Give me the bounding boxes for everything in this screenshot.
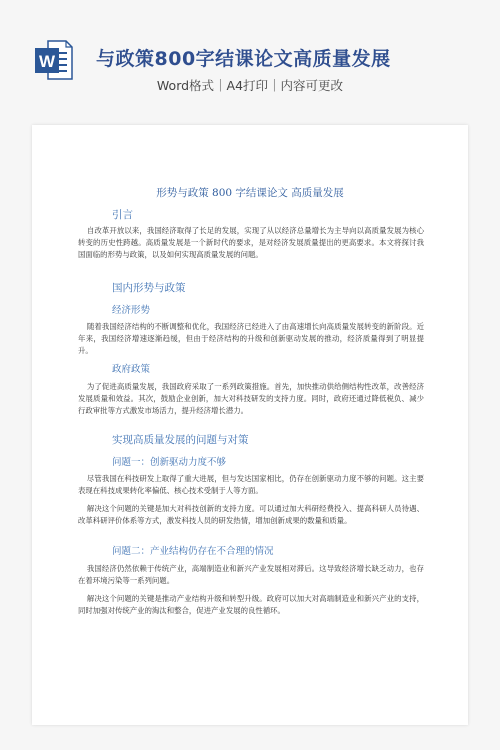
intro-heading: 引言	[112, 209, 133, 221]
intro-paragraph: 自改革开放以来，我国经济取得了长足的发展，实现了从以经济总量增长为主导向以高质量发展为核心转变的历史性跨越。高质量发展是一个新时代的要求，是对经济发展质量提出的更高要求。本文将探讨我国面临的形势与政策，以及如何实现高质量发展的问题。	[78, 226, 424, 260]
economy-heading: 经济形势	[112, 305, 151, 316]
problem2-paragraph: 我国经济仍然依赖于传统产业，高端制造业和新兴产业发展相对滞后。这导致经济增长缺乏动力，也存在着环境污染等一系列问题。	[78, 564, 424, 586]
page-title: 与政策800字结课论文高质量发展	[96, 48, 391, 70]
problem2-heading: 问题二：产业结构仍存在不合理的情况	[112, 546, 274, 557]
document-page	[32, 125, 468, 725]
problem2-solution-paragraph: 解决这个问题的关键是推动产业结构升级和转型升级。政府可以加大对高端制造业和新兴产业的支持，同时加强对传统产业的淘汰和整合，促进产业发展的良性循环。	[78, 594, 424, 616]
problem1-solution-paragraph: 解决这个问题的关键是加大对科技创新的支持力度。可以通过加大科研经费投入、提高科研人员待遇、改革科研评价体系等方式，激发科技人员的研发热情，增加创新成果的数量和质量。	[78, 504, 424, 526]
problem1-heading: 问题一：创新驱动力度不够	[112, 457, 227, 468]
document-title: 形势与政策 800 字结课论文 高质量发展	[156, 187, 344, 199]
domestic-heading: 国内形势与政策	[112, 282, 186, 294]
policy-heading: 政府政策	[112, 364, 151, 375]
policy-paragraph: 为了促进高质量发展，我国政府采取了一系列政策措施。首先，加快推动供给侧结构性改革，改善经济发展质量和效益。其次，鼓励企业创新，加大对科技研发的支持力度。同时，政府还通过降低税负、减少行政审批等方式激发市场活力，提升经济增长潜力。	[78, 382, 424, 416]
problems-heading: 实现高质量发展的问题与对策	[112, 434, 249, 446]
page-header	[0, 0, 500, 118]
problem1-paragraph: 尽管我国在科技研发上取得了重大进展，但与发达国家相比，仍存在创新驱动力度不够的问题。这主要表现在科技成果转化率偏低、核心技术受制于人等方面。	[78, 474, 424, 496]
word-icon-letter: W	[38, 52, 56, 71]
page-subtitle: Word格式｜A4打印｜内容可更改	[156, 78, 344, 93]
economy-paragraph: 随着我国经济结构的不断调整和优化，我国经济已经进入了由高速增长向高质量发展转变的新阶段。近年来，我国经济增速逐渐趋缓，但由于经济结构的升级和创新驱动发展的推动，经济质量得到了明显提升。	[78, 322, 424, 356]
